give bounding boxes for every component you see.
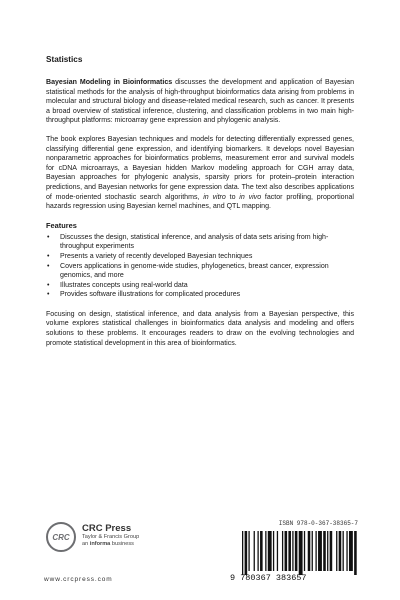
barcode-bar — [285, 531, 288, 571]
feature-item — [47, 290, 354, 300]
paragraph-2-part-1: The book explores Bayesian techniques and models for detecting differentially expressed genes, classifying differential gene expression, and identifying biomarkers. It develops novel Bayesian nonparametric approaches for bioinformatics problems, measurement error and survival models for cDNA microarrays, a Bayesian hidden Markov modeling approach for CGH array data, Bayesian approaches for phylogenic analysis, sparsity priors for protein–protein interaction predictions, and Bayesian networks for gene expression data. The text also describes applications of mode-oriented stochastic search algorithms, — [46, 135, 354, 201]
barcode-bar — [257, 531, 258, 571]
bullet-icon: • — [47, 281, 50, 289]
barcode-bar — [336, 531, 337, 571]
barcode-bar — [277, 531, 278, 571]
barcode-bar — [260, 531, 263, 571]
feature-item — [47, 252, 354, 262]
publisher-name: CRC Press — [82, 523, 132, 534]
barcode-bar — [292, 531, 293, 571]
paragraph-2-part-2: to — [225, 193, 240, 201]
barcode-bar — [288, 531, 291, 571]
publisher-group: Taylor & Francis Group — [82, 534, 140, 540]
crc-logo-icon — [46, 522, 76, 552]
feature-item-text: Covers applications in genome-wide studies, phylogenetics, breast cancer, expression genomics, and more — [60, 262, 329, 280]
bullet-icon: • — [47, 252, 50, 260]
barcode-bar — [273, 531, 274, 571]
barcode-bar — [354, 531, 357, 575]
barcode-bar — [304, 531, 305, 571]
paragraph-2-part-3: factor profiling, proportional hazards regression using Bayesian kernel machines, and QTL mapping. — [46, 193, 354, 211]
barcode-bar — [318, 531, 322, 571]
feature-item — [47, 233, 354, 252]
barcode-bar — [242, 531, 243, 575]
feature-item-text: Provides software illustrations for complicated procedures — [60, 291, 241, 299]
barcode-bar — [312, 531, 313, 571]
paragraph-2-italic-2: in vivo — [239, 193, 262, 201]
barcode-bar — [282, 531, 283, 571]
book-title: Bayesian Modeling in Bioinformatics — [46, 79, 173, 86]
bullet-icon: • — [47, 262, 50, 270]
description-paragraph-1 — [46, 78, 354, 126]
barcode-bar — [330, 531, 333, 571]
barcode-bar — [268, 531, 272, 571]
feature-item — [47, 281, 354, 291]
barcode-bar — [323, 531, 326, 571]
barcode-digits: 9 780367 383657 — [230, 573, 307, 583]
features-list — [46, 233, 354, 300]
barcode-bar — [265, 531, 266, 571]
barcode-bar — [254, 531, 255, 571]
tagline-prefix: an — [82, 541, 90, 547]
cover-text — [46, 55, 354, 357]
barcode-bar — [339, 531, 342, 571]
barcode-bar — [315, 531, 316, 571]
feature-item-text: Presents a variety of recently developed Bayesian techniques — [60, 252, 253, 260]
isbn-label: ISBN 978-0-367-38365-7 — [278, 520, 358, 527]
feature-item — [47, 262, 354, 281]
logo-circle-text: CRC — [52, 532, 70, 542]
barcode-bar — [308, 531, 311, 571]
barcode-bar — [299, 531, 303, 575]
barcode-bar — [245, 531, 248, 575]
description-paragraph-1-text: discusses the development and application of Bayesian statistical methods for the analysis of high-throughput bioinformatics data arising from problems in molecular and structural biology and disease-related medical research, such as cancer. It presents a broad overview of statistical inference, clustering, and classification problems in two main high-throughput platforms: microarray gene expression and phylogenic analysis. — [46, 79, 355, 125]
bullet-icon: • — [47, 291, 50, 299]
publisher-tagline — [82, 541, 134, 547]
isbn-barcode-block — [230, 520, 358, 590]
features-heading: Features — [46, 220, 77, 230]
feature-item-text: Illustrates concepts using real-world data — [60, 281, 188, 289]
barcode-bar — [346, 531, 347, 571]
barcode-bar — [349, 531, 353, 571]
barcode-icon — [242, 531, 358, 575]
tagline-suffix: business — [110, 541, 134, 547]
category-label: Statistics — [46, 55, 83, 64]
barcode-bar — [295, 531, 298, 571]
bullet-icon: • — [47, 233, 50, 241]
publisher-logo — [44, 522, 194, 582]
barcode-bar — [327, 531, 328, 571]
tagline-bold: informa — [89, 541, 111, 547]
description-paragraph-3: Focusing on design, statistical inference, and data analysis from a Bayesian perspective, this volume explores statistical challenges in bioinformatics data analysis and modeling and offers solutions to these problems. It encourages readers to draw on the evolving technologies and promote statistical development in this area of bioinformatics. — [46, 310, 354, 347]
paragraph-2-italic-1: in vitro — [203, 193, 226, 201]
description-paragraph-2 — [46, 135, 354, 212]
barcode-bar — [343, 531, 344, 571]
feature-item-text: Discusses the design, statistical inference, and analysis of data sets arising from high-throughput experiments — [60, 233, 329, 251]
publisher-url: www.crcpress.com — [44, 576, 113, 583]
barcode-bar — [248, 531, 249, 571]
